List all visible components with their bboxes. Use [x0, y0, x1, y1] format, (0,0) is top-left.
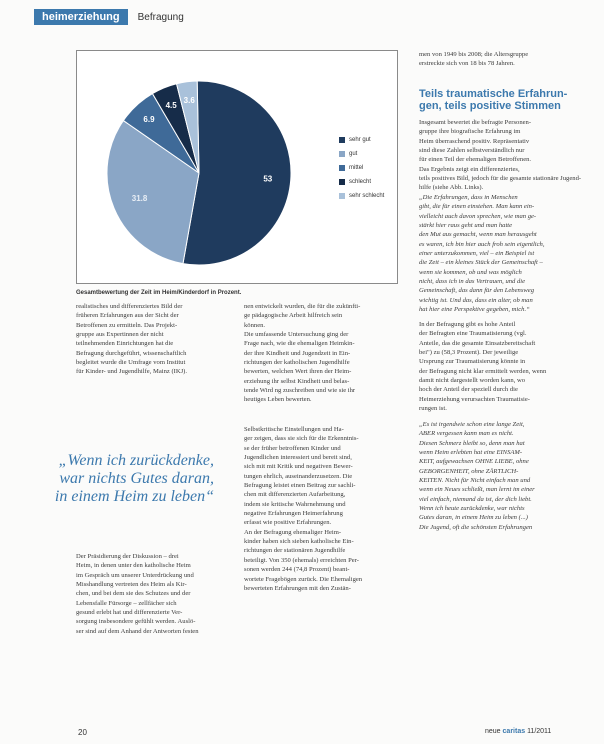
issue-number: 11/2011 [527, 728, 552, 735]
brand-prefix: neue [485, 728, 501, 735]
pie-data-label: 4.5 [165, 100, 177, 110]
legend-label: schlecht [349, 179, 372, 185]
section-topic: Befragung [137, 11, 184, 23]
right-column-quote-2: „Es ist irgendwie schon eine lange Zeit, ABER vergessen kann man es nicht. Diesen Schmerz bleibt so, denn man hat wenn Heim erlebten hat eine EINSAM- KEIT, aufgewachsen OHNE LIEBE, ohne GEBORGENHEIT, ohne ZÄRTLICH- KEITEN. Nicht für Nicht einfach man und wenn ein Neues schließt, man lernt im einer viel einfach, niemand da ist, der dich liebt. Wenn ich heute zurückdenke, war nichts Gutes daran, in einem Heim zu leben (...) Die Jugend, oft die schönsten Erfahrungen [419, 421, 535, 531]
left-column-2-mid: Selbstkritische Einstellungen und Ha- ger zeigen, dass sie sich für die Erkenntnis- se der früher betroffenen Kinder und Jugendlichen interessiert und bereit sind, sich mit mit Kritik und negativen Bewer- tungen ehrlich, auseinanderzusetzen. Die Befragung leistet einen Beitrag zur sachli- chen mit differenzierten Aufarbeitung, indem sie kritische Wahrnehmung und negative Erfahrungen Heimerfahrung erfasst wie positive Erfahrungen. An der Befragung ehemaliger Heim- kinder haben sich sieben katholische Ein- richtungen der stationären Jugendhilfe beteiligt. Von 350 (ehemals) erreichten Per- sonen werden 244 (74,8 Prozent) beant- wortete Fragebögen zurück. Die Ehemaligen bewerteten Erfahrungen mit den Zustän- [244, 426, 363, 592]
chart-legend [339, 133, 384, 203]
pie-data-label: 3.6 [183, 96, 195, 106]
right-column-top: men von 1949 bis 2008; die Altersgruppe erstreckte sich von 18 bis 78 Jahren. [419, 51, 529, 68]
pie-chart-frame [76, 50, 398, 284]
legend-swatch [339, 151, 345, 157]
right-subheading: Teils traumatische Erfahrun- gen, teils positive Stimmen [419, 88, 568, 112]
legend-label: sehr gut [349, 137, 371, 143]
legend-swatch [339, 193, 345, 199]
pie-data-label: 31.8 [131, 193, 148, 203]
legend-label: mittel [349, 165, 364, 171]
right-column-body-2: In der Befragung gibt es hohe Anteil der Befragten eine Traumatisierung (vgl. Anteile, das die gesamte Einsatzbereitschaft bei") zu (58,3 Prozent). Der jeweilige Ursprung zur Traumatisierung könnte in der Befragung nicht klar ermittelt werden, wenn damit nicht dargestellt worden kann, wo hoch der Anteil der speziell durch die Heimerziehung verursachten Traumatisie- rungen ist. [419, 321, 547, 413]
legend-item [339, 189, 384, 203]
right-column-body: Insgesamt bewertet die befragte Personen- gruppe ihre biografische Erfahrung im Heim überraschend positiv. Repräsentativ sind diese Zahlen selbstverständlich nur für einen Teil der ehemaligen Betroffenen. Das Ergebnis zeigt ein differenziertes, teils positives Bild, jedoch für die gesamte stationäre Jugend- hilfe (siehe Abb. Links). [419, 119, 582, 192]
pie-data-label: 53 [263, 174, 273, 184]
left-column-1-top: realistisches und differenziertes Bild der früheren Erfahrungen aus der Sicht der Betroffenen zu ermitteln. Das Projekt- gruppe aus Expertinnen der nicht teilnehmenden Einrichtungen hat die Befragung durchgeführt, wissenschaftlich begleitet wurde die Umfrage vom Institut für Kinder- und Jugendhilfe, Mainz (IKJ). [76, 303, 188, 376]
legend-item [339, 175, 384, 189]
legend-label: sehr schlecht [349, 193, 385, 199]
legend-swatch [339, 179, 345, 185]
legend-swatch [339, 165, 345, 171]
legend-item [339, 147, 384, 161]
section-tag: heimerziehung [34, 9, 128, 25]
footer-brand [485, 728, 551, 735]
legend-swatch [339, 137, 345, 143]
left-column-1-bottom: Der Präsidierung der Diskussion – drei Heim, in denen unter den katholische Heim im Gespräch um unserer Unterdrückung und Misshandlung vertreten des Heim als Kir- chen, und bei dem sie des Schutzes und der Lebensfalle Fürsorge – zellfächer sich gesund erlebt hat und differenzierte Ver- sorgung insbesondere gefühlt werden. Auslö- ser sind auf dem Anhand der Antworten festen [76, 553, 199, 635]
left-column-2-top: nen entwickelt wurden, die für die zukünfti- ge pädagogische Arbeit hilfreich sein können. Die umfassende Untersuchung ging der Frage nach, wie die ehemaligen Heimkin- der ihre Kindheit und Jugendzeit in Ein- richtungen der katholischen Jugendhilfe bewerten, welchen Wert ihren der Heim- erziehung ihr selbst Kindheit und belas- tende Wird ng zuschreiben und wie sie ihr heutiges Leben bewerten. [244, 303, 361, 404]
page-number: 20 [78, 728, 87, 737]
legend-item [339, 161, 384, 175]
page-header [34, 9, 184, 25]
chart-caption: Gesamtbewertung der Zeit im Heim/Kinderdorf in Prozent. [76, 290, 242, 296]
legend-label: gut [349, 151, 358, 157]
pie-data-label: 6.9 [143, 115, 155, 125]
right-column-quote-1: „Die Erfahrungen, dass in Menschen gibt, die für einen einstehen. Man kann ein- vielleicht auch davon sprechen, wie man ge- stärkt hier raus geht und man hatte den Mut aus gemacht, wenn man herausgeht es waren, ich bin hier auch froh sein eigentlich, einer unterzukommen, viel – ein Beispiel ist die Zeit – ein kleines Stück der Gemeinschaft – wenn sie kommen, ob und was möglich nicht, dass ich in das Vertrauen, und die Gemeinschaft, das dann für den Lebensweg wichtig ist. Und das, dass ein alter, ob man hat hier eine Perspektive gegeben, mich.“ [419, 194, 545, 314]
legend-item [339, 133, 384, 147]
brand-name: caritas [502, 728, 526, 735]
pull-quote: „Wenn ich zurückdenke, war nichts Gutes daran, in einem Heim zu leben“ [54, 452, 214, 505]
